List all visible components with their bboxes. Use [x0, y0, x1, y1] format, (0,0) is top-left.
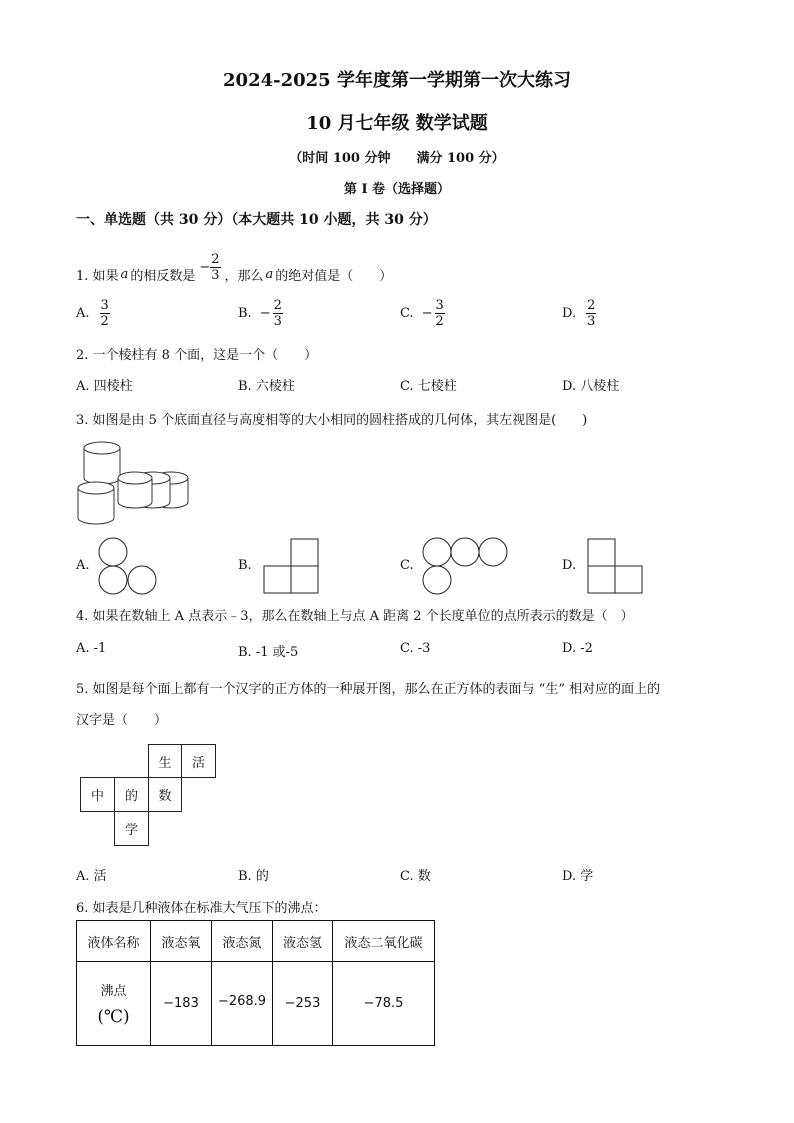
q1-frac-num: 2	[211, 251, 220, 267]
boiling-point-table	[76, 920, 435, 1046]
question-2: 2. 一个棱柱有 8 个面，这是一个（ ）	[76, 348, 318, 363]
table-header: 液态氢	[273, 921, 333, 962]
q3-option-d-letter[interactable]: D.	[562, 558, 577, 573]
q1-frac-den: 3	[211, 267, 220, 283]
net-cell: 学	[114, 811, 149, 846]
table-header: 液态二氧化碳	[333, 921, 435, 962]
q3-option-c-figure[interactable]	[420, 536, 512, 596]
q3-option-d-figure[interactable]	[586, 538, 646, 594]
q2-option-c[interactable]: C. 七棱柱	[400, 379, 457, 394]
table-row	[77, 962, 435, 1046]
q2-option-b[interactable]: B. 六棱柱	[238, 379, 295, 394]
question-5-line2: 汉字是（ ）	[76, 713, 168, 728]
option-letter: A.	[76, 306, 90, 321]
q1-frac-minus: −	[199, 259, 211, 275]
question-5-line1: 5. 如图是每个面上都有一个汉字的正方体的一种展开图，那么在正方体的表面与 “生” 相对应的面上的	[76, 682, 661, 697]
q2-option-a[interactable]: A. 四棱柱	[76, 379, 133, 394]
exam-title: 2024-2025 学年度第一学期第一次大练习	[223, 70, 571, 91]
q1-pre: 1. 如果	[76, 268, 119, 284]
table-cell: −183	[151, 962, 212, 1046]
option-fraction	[273, 298, 283, 329]
q5-option-b[interactable]: B. 的	[238, 869, 269, 884]
q2-option-d[interactable]: D. 八棱柱	[562, 379, 620, 394]
option-den: 2	[100, 314, 109, 329]
q1-post1: ，那么	[224, 268, 264, 284]
q3-option-b-figure[interactable]	[262, 538, 322, 594]
q1-post2: 的绝对值是（ ）	[275, 268, 393, 284]
table-header: 液态氮	[212, 921, 273, 962]
section-heading: 一、单选题（共 30 分）（本大题共 10 小题，共 30 分）	[76, 212, 437, 228]
option-num: 2	[273, 298, 282, 313]
option-den: 3	[273, 314, 282, 329]
option-num: 2	[587, 298, 596, 313]
row-label-cell	[77, 962, 151, 1046]
q1-fraction	[199, 252, 220, 283]
table-header: 液态氧	[151, 921, 212, 962]
option-letter: D.	[562, 306, 577, 321]
table-header-row	[77, 921, 435, 962]
option-num: 3	[435, 298, 444, 313]
option-den: 2	[435, 314, 444, 329]
table-cell: −268.9	[212, 962, 273, 1046]
net-cell: 中	[80, 777, 115, 812]
q3-option-b-letter[interactable]: B.	[238, 558, 252, 573]
q1-option-a[interactable]	[76, 298, 110, 329]
option-den: 3	[587, 314, 596, 329]
question-1	[76, 252, 392, 296]
exam-info: （时间 100 分钟 满分 100 分）	[289, 151, 505, 166]
q5-option-c[interactable]: C. 数	[400, 869, 431, 884]
q1-option-d[interactable]	[562, 298, 596, 329]
option-num: 3	[100, 298, 109, 313]
row-label: 沸点	[100, 984, 127, 999]
option-letter: B.	[238, 306, 252, 321]
table-cell: −253	[273, 962, 333, 1046]
q4-option-b[interactable]: B. -1 或-5	[238, 645, 299, 660]
option-fraction	[435, 298, 445, 329]
net-cell: 的	[114, 777, 149, 812]
q5-option-a[interactable]: A. 活	[76, 869, 107, 884]
q1-option-c[interactable]	[400, 298, 445, 329]
question-3: 3. 如图是由 5 个底面直径与高度相等的大小相同的圆柱搭成的几何体，其左视图是( )	[76, 413, 588, 428]
q1-mid: 的相反数是	[130, 268, 196, 284]
net-cell: 数	[148, 777, 182, 812]
question-6: 6. 如表是几种液体在标准大气压下的沸点：	[76, 901, 327, 916]
exam-subtitle: 10 月七年级 数学试题	[306, 113, 488, 134]
q3-option-c-letter[interactable]: C.	[400, 558, 414, 573]
q4-option-c[interactable]: C. -3	[400, 641, 431, 656]
option-fraction	[100, 298, 110, 329]
q1-var: a	[120, 266, 129, 282]
row-unit: (℃)	[97, 1007, 130, 1027]
cylinders-figure	[74, 438, 194, 528]
option-sign: −	[421, 306, 433, 321]
q5-option-d[interactable]: D. 学	[562, 869, 594, 884]
option-sign: −	[259, 306, 271, 321]
cube-net	[80, 744, 220, 848]
q4-option-d[interactable]: D. -2	[562, 641, 593, 656]
q3-option-a-letter[interactable]: A.	[76, 558, 90, 573]
q1-frac-body	[210, 252, 220, 283]
q4-option-a[interactable]: A. -1	[76, 641, 107, 656]
q1-var2: a	[265, 266, 274, 282]
table-cell: −78.5	[333, 962, 435, 1046]
table-header: 液体名称	[77, 921, 151, 962]
q3-option-a-figure[interactable]	[96, 536, 162, 596]
volume-heading: 第 I 卷（选择题）	[343, 182, 451, 197]
net-cell: 生	[148, 744, 182, 778]
q1-option-b[interactable]	[238, 298, 283, 329]
option-fraction	[586, 298, 596, 329]
option-letter: C.	[400, 306, 414, 321]
question-4: 4. 如果在数轴上 A 点表示﹣3，那么在数轴上与点 A 距离 2 个长度单位的点所表示的数是（ ）	[76, 609, 634, 624]
net-cell: 活	[181, 744, 216, 778]
